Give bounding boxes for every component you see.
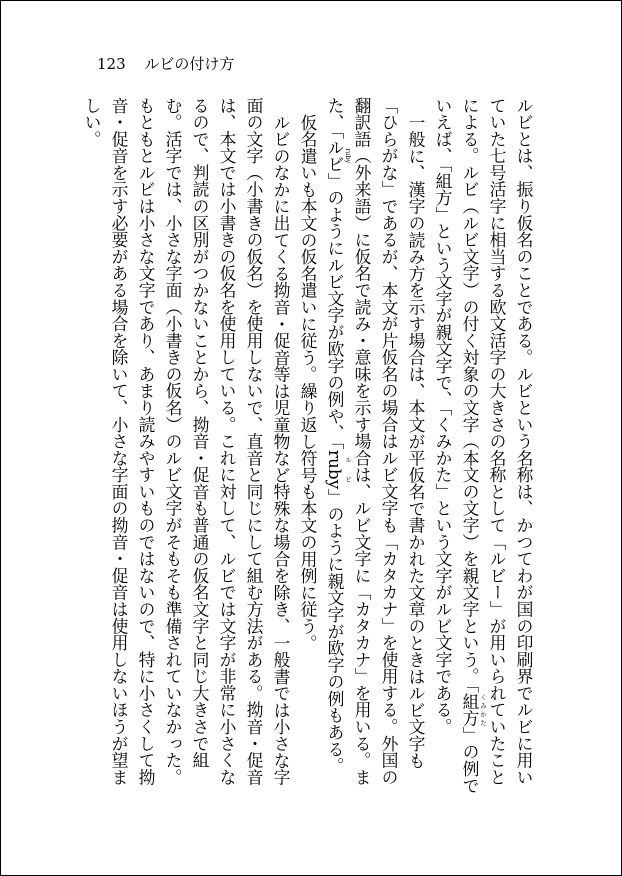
paragraph-kana-usage — [321, 97, 429, 797]
ruby-reading: ルビ — [344, 449, 352, 489]
text-segment: ルビのなかに出てくる拗音・促音等は児童物など特殊な場合を除き、一般書では小さな字面の文字（小書きの仮名）を使用しないで、直音と同じにして組む方法がある。拗音・促音は、本文では小書きの仮名を使用している。これに対して、ルビでは文字が非常に小さくなるので、判読の区別がつかないことから、拗音・促音も普通の仮名文字と同じ大きさで組む。活字では、小さな字面（小書きの仮名）のルビ文字がそもそも準備されていなかった。もともとルビは小さな文字であり、あまり読みやすいものではないので、特に小さくして拗音・促音を示す必要がある場合を除いて、小さな字面の拗音・促音は使用しないほうが望ましい。 — [82, 97, 291, 786]
ruby-base: ルビ — [325, 138, 345, 173]
text-segment: ルビとは、振り仮名のことである。ルビという名称は、かつてわが国の印刷界でルビに用いていた七号活字に相当する欧文活字の大きさの名称として「ルビー」が用いられていたことによる。ルビ（ルビ文字）の付く対象の文字（本文の文字）を親文字という。「 — [460, 97, 534, 786]
text-segment: 仮名遣いも本文の仮名遣いに従う。繰り返し符号も本文の用例に従う。 — [298, 113, 318, 652]
text-segment: 」の例でいえば、「組方」という文字が親文字で、「くみかた」という文字がルビ文字である。 — [433, 97, 480, 794]
text-segment: 」のように親文字が欧字の例もある。 — [325, 488, 345, 775]
chapter-title: ルビの付け方 — [144, 55, 235, 73]
ruby-base: ruby — [325, 449, 345, 489]
page-number: 123 — [97, 55, 126, 73]
ruby-reading: くみかた — [479, 693, 487, 727]
paragraph-small-kana — [78, 97, 294, 797]
running-header — [97, 53, 234, 74]
ruby-example-latin-ruby — [325, 138, 352, 173]
ruby-example-latin-base — [325, 449, 352, 489]
ruby-example-kumikata — [460, 693, 487, 727]
vertical-body-text — [78, 97, 537, 797]
ruby-base: 組方 — [460, 693, 480, 727]
text-segment: 一般に、漢字の読み方を示す場合は、本文が平仮名で書かれた文章のときはルビ文字も「ひらがな」であるが、本文が片仮名の場合はルビ文字も「カタカナ」を使用する。外国の翻訳語（外来語）に仮名で読み・意味を示す場合は、ルビ文字に「カタカナ」を用いる。また、「 — [325, 97, 426, 786]
text-segment: 」のようにルビ文字が欧字の例や、「 — [325, 172, 345, 450]
paragraph-ruby-definition — [429, 97, 537, 797]
ruby-reading: ruby — [344, 138, 352, 173]
paragraph-kana-spelling — [294, 97, 321, 797]
